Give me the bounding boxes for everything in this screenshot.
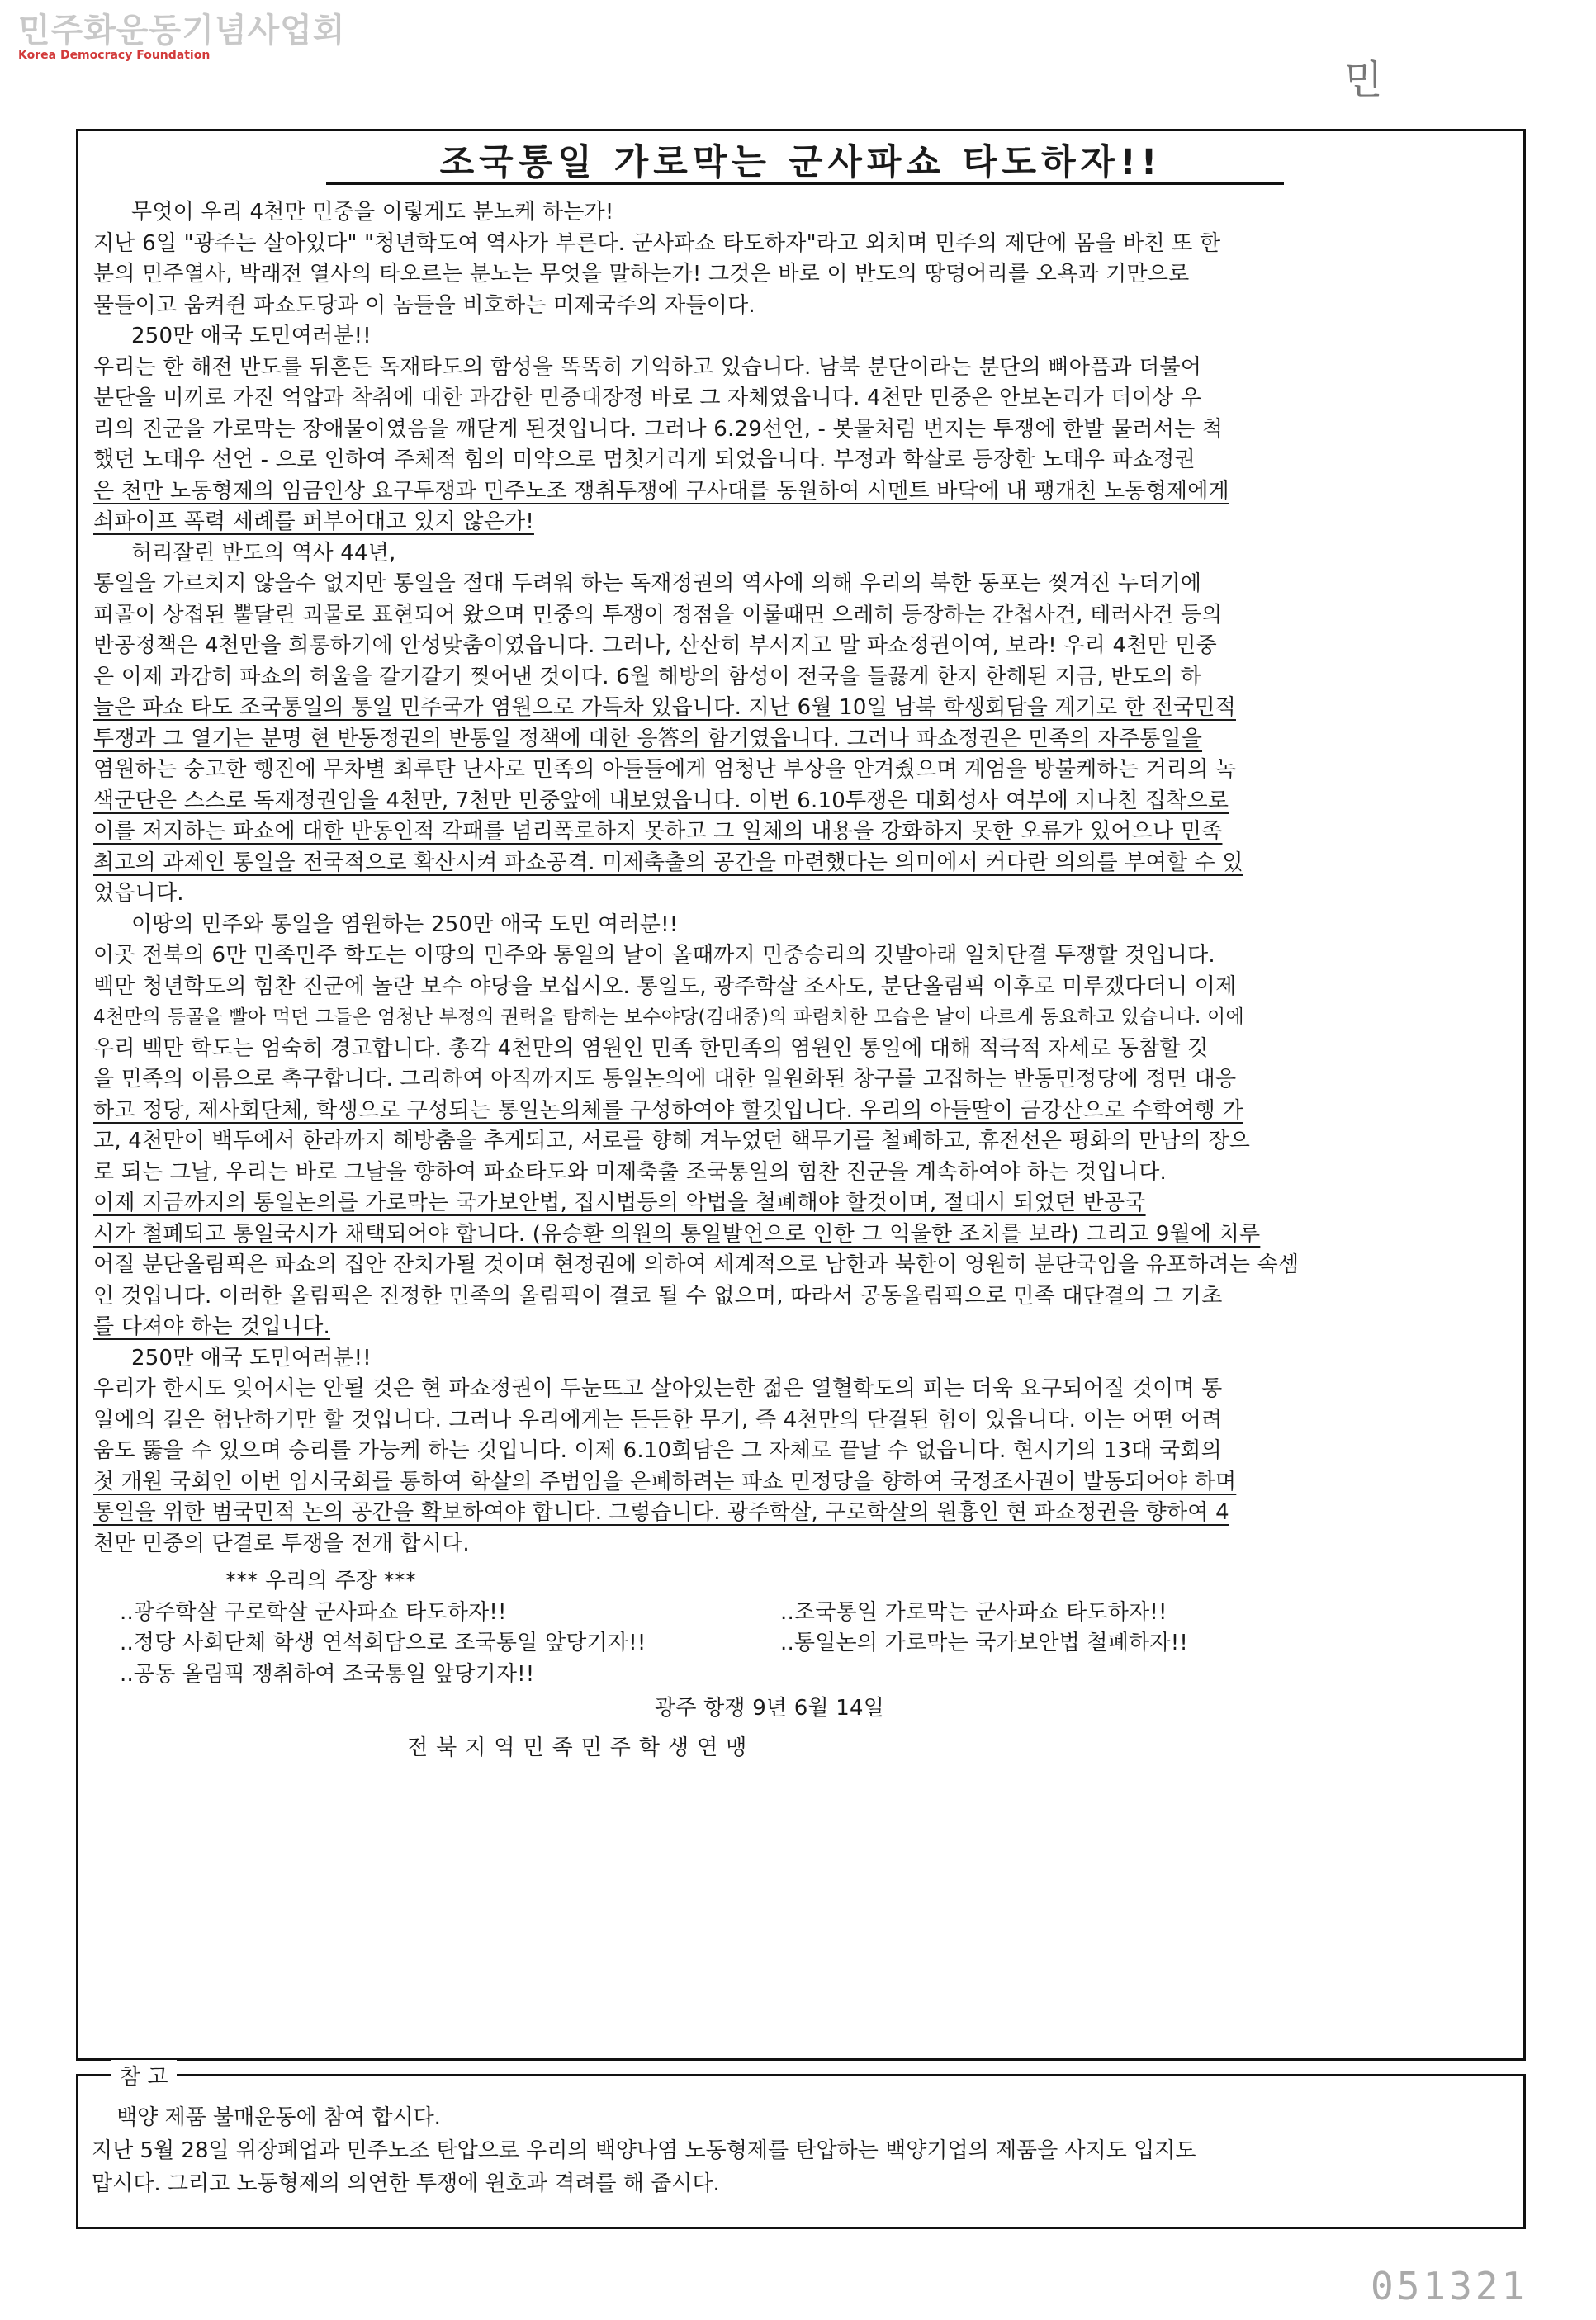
- slogan: ..광주학살 구로학살 군사파쇼 타도하자!!: [120, 1599, 507, 1625]
- document-title: 조국통일 가로막는 군사파쇼 타도하자!!: [439, 142, 1163, 183]
- body-line: 늘은 파쇼 타도 조국통일의 통일 민주국가 염원으로 가득차 있읍니다. 지난 6월 10일 남북 학생회담을 계기로 한 전국민적: [93, 695, 1236, 720]
- body-line: 일에의 길은 험난하기만 할 것입니다. 그러나 우리에게는 든든한 무기, 즉 4천만의 단결된 힘이 있읍니다. 이는 어떤 어려: [93, 1407, 1223, 1432]
- body-line: 를 다져야 하는 것입니다.: [93, 1314, 331, 1339]
- logo-korean: 민주화운동기념사업회: [18, 12, 346, 50]
- body-line: 통일을 위한 범국민적 논의 공간을 확보하여야 합니다. 그렇습니다. 광주학살, 구로학살의 원흉인 현 파쇼정권을 향하여 4: [93, 1500, 1229, 1525]
- slogan-row: [93, 1660, 1513, 1691]
- body-line: 최고의 과제인 통일을 전국적으로 확산시켜 파쇼공격. 미제축출의 공간을 마련했다는 의미에서 커다란 의의를 부여할 수 있: [93, 850, 1243, 875]
- body-line: 피골이 상접된 뿔달린 괴물로 표현되어 왔으며 민중의 투쟁이 정점을 이룰때면 으레히 등장하는 간첩사건, 테러사건 등의: [93, 602, 1223, 627]
- body-line: 은 이제 과감히 파쇼의 허울을 갈기갈기 찢어낸 것이다. 6월 해방의 함성이 전국을 들끓게 한지 한해된 지금, 반도의 하: [93, 664, 1202, 689]
- body-line: 이를 저지하는 파쇼에 대한 반동인적 각패를 넘리폭로하지 못하고 그 일체의 내용을 강화하지 못한 오류가 있어으나 민족: [93, 819, 1223, 844]
- section-heading: 이땅의 민주와 통일을 염원하는 250만 애국 도민 여러분!!: [131, 911, 679, 937]
- body-line: 리의 진군을 가로막는 장애물이였음을 깨닫게 된것입니다. 그러나 6.29선언, - 봇물처럼 번지는 투쟁에 한발 물러서는 척: [93, 416, 1224, 442]
- body-line: 쇠파이프 폭력 세례를 퍼부어대고 있지 않은가!: [93, 509, 534, 534]
- body-line: 분단을 미끼로 가진 억압과 착취에 대한 과감한 민중대장정 바로 그 자체였읍니다. 4천만 민중은 안보논리가 더이상 우: [93, 386, 1202, 410]
- body-line: 투쟁과 그 열기는 분명 현 반동정권의 반통일 정책에 대한 응答의 함거였읍니다. 그러나 파쇼정권은 민족의 자주통일을: [93, 726, 1203, 751]
- note-body: [92, 2101, 1512, 2200]
- body-line: 우리는 한 해전 반도를 뒤흔든 독재타도의 함성을 똑똑히 기억하고 있습니다. 남북 분단이라는 분단의 뼈아픔과 더불어: [93, 354, 1202, 380]
- slogan: ..통일논의 가로막는 국가보안법 철폐하자!!: [780, 1631, 1188, 1655]
- body-line: 인 것입니다. 이러한 올림픽은 진정한 민족의 올림픽이 결코 될 수 없으며, 따라서 공동올림픽으로 민족 대단결의 그 기초: [93, 1283, 1223, 1309]
- body-line: 움도 뚫을 수 있으며 승리를 가능케 하는 것입니다. 이제 6.10회담은 그 자체로 끝날 수 없읍니다. 현시기의 13대 국회의: [93, 1438, 1222, 1463]
- body-line: 었읍니다.: [93, 881, 184, 906]
- issue-date: 광주 항쟁 9년 6월 14일: [655, 1696, 885, 1721]
- section-heading: 250만 애국 도민여러분!!: [131, 1345, 372, 1371]
- body-line: 이곳 전북의 6만 민족민주 학도는 이땅의 민주와 통일의 날이 올때까지 민중승리의 깃발아래 일치단결 투쟁할 것입니다.: [93, 943, 1215, 968]
- body-line: 지난 6일 "광주는 살아있다" "청년학도여 역사가 부른다. 군사파쇼 타도하자"라고 외치며 민주의 제단에 몸을 바친 또 한: [93, 230, 1221, 256]
- title-underline: [326, 182, 1284, 185]
- slogan-row: [93, 1628, 1513, 1660]
- note-label: 참 고: [111, 2060, 177, 2090]
- body-line: 색군단은 스스로 독재정권임을 4천만, 7천만 민중앞에 내보였읍니다. 이번 6.10투쟁은 대회성사 여부에 지나친 집착으로: [93, 788, 1229, 813]
- body-line: 4천만의 등골을 빨아 먹던 그들은 엄청난 부정의 권력을 탐하는 보수야당(김대중)의 파렴치한 모습은 날이 다르게 동요하고 있습니다. 이에: [93, 1006, 1244, 1028]
- body-line: 반공정책은 4천만을 희롱하기에 안성맞춤이였읍니다. 그러나, 산산히 부서지고 말 파쇼정권이여, 보라! 우리 4천만 민중: [93, 633, 1217, 658]
- note-line: 맙시다. 그리고 노동형제의 의연한 투쟁에 원호과 격려를 해 줍시다.: [92, 2171, 720, 2196]
- body-line: 은 천만 노동형제의 임금인상 요구투쟁과 민주노조 쟁취투쟁에 구사대를 동원하여 시멘트 바닥에 내 팽개친 노동형제에게: [93, 478, 1229, 504]
- body-line: 무엇이 우리 4천만 민중을 이렇게도 분노케 하는가!: [131, 200, 614, 225]
- body-line: 분의 민주열사, 박래전 열사의 타오르는 분노는 무엇을 말하는가! 그것은 바로 이 반도의 땅덩어리를 오욕과 기만으로: [93, 262, 1190, 286]
- body-line: 을 민족의 이름으로 촉구합니다. 그리하여 아직까지도 통일논의에 대한 일원화된 창구를 고집하는 반동민정당에 정면 대응: [93, 1067, 1237, 1091]
- slogan: ..공동 올림픽 쟁취하여 조국통일 앞당기자!!: [120, 1661, 535, 1687]
- slogan: ..조국통일 가로막는 군사파쇼 타도하자!!: [780, 1599, 1167, 1625]
- body-line: 첫 개원 국회인 이번 임시국회를 통하여 학살의 주범임을 은폐하려는 파쇼 민정당을 향하여 국정조사권이 발동되어야 하며: [93, 1469, 1237, 1494]
- leaflet-frame: [76, 129, 1526, 2061]
- body-line: 이제 지금까지의 통일논의를 가로막는 국가보안법, 집시법등의 악법을 철폐해야 할것이며, 절대시 되었던 반공국: [93, 1191, 1146, 1215]
- body-line: 시가 철폐되고 통일국시가 채택되어야 합니다. (유승환 의원의 통일발언으로 인한 그 억울한 조치를 보라) 그리고 9월에 치루: [93, 1221, 1261, 1247]
- body-line: 우리 백만 학도는 엄숙히 경고합니다. 총각 4천만의 염원인 민족 한민족의 염원인 통일에 대해 적극적 자세로 동참할 것: [93, 1035, 1209, 1061]
- slogan-row: [93, 1598, 1513, 1629]
- archive-number: 051321: [1371, 2264, 1528, 2308]
- slogans-heading: *** 우리의 주장 ***: [225, 1569, 417, 1593]
- body-line: 통일을 가르치지 않을수 없지만 통일을 절대 두려워 하는 독재정권의 역사에 의해 우리의 북한 동포는 찢겨진 누더기에: [93, 571, 1202, 596]
- logo-english: Korea Democracy Foundation: [18, 49, 211, 62]
- note-line: 지난 5월 28일 위장폐업과 민주노조 탄압으로 우리의 백양나염 노동형제를 탄압하는 백양기업의 제품을 사지도 입지도: [92, 2138, 1196, 2163]
- leaflet-body: [93, 197, 1513, 1764]
- body-line: 우리가 한시도 잊어서는 안될 것은 현 파쇼정권이 두눈뜨고 살아있는한 젊은 열혈학도의 피는 더욱 요구되어질 것이며 통: [93, 1376, 1223, 1401]
- handwritten-mark: 민: [1344, 57, 1383, 103]
- section-heading: 250만 애국 도민여러분!!: [131, 324, 372, 348]
- section-heading: 허리잘린 반도의 역사 44년,: [131, 540, 396, 566]
- body-line: 물들이고 움켜쥔 파쇼도당과 이 놈들을 비호하는 미제국주의 자들이다.: [93, 292, 755, 318]
- foundation-logo: [18, 12, 345, 63]
- body-line: 하고 정당, 제사회단체, 학생으로 구성되는 통일논의체를 구성하여야 할것입니다. 우리의 아들딸이 금강산으로 수학여행 가: [93, 1097, 1243, 1123]
- reference-note-box: [76, 2065, 1526, 2229]
- issuing-organization: 전북지역민족민주학생연맹: [407, 1735, 755, 1760]
- body-line: 염원하는 숭고한 행진에 무차별 최루탄 난사로 민족의 아들들에게 엄청난 부상을 안겨줬으며 계엄을 방불케하는 거리의 녹: [93, 757, 1237, 782]
- note-line: 백양 제품 불매운동에 참여 합시다.: [116, 2105, 441, 2130]
- body-line: 천만 민중의 단결로 투쟁을 전개 합시다.: [93, 1531, 470, 1556]
- body-line: 고, 4천만이 백두에서 한라까지 해방춤을 추게되고, 서로를 향해 겨누었던 핵무기를 철폐하고, 휴전선은 평화의 만남의 장으: [93, 1129, 1251, 1153]
- body-line: 백만 청년학도의 힘찬 진군에 놀란 보수 야당을 보십시오. 통일도, 광주학살 조사도, 분단올림픽 이후로 미루겠다더니 이제: [93, 973, 1237, 999]
- body-line: 로 되는 그날, 우리는 바로 그날을 향하여 파쇼타도와 미제축출 조국통일의 힘찬 진군을 계속하여야 하는 것입니다.: [93, 1159, 1167, 1185]
- body-line: 어질 분단올림픽은 파쇼의 집안 잔치가될 것이며 현정권에 의하여 세계적으로 남한과 북한이 영원히 분단국임을 유포하려는 속셈: [93, 1252, 1300, 1277]
- body-line: 했던 노태우 선언 - 으로 인하여 주체적 힘의 미약으로 멈칫거리게 되었읍니다. 부정과 학살로 등장한 노태우 파쇼정권: [93, 447, 1196, 472]
- slogan: ..정당 사회단체 학생 연석회담으로 조국통일 앞당기자!!: [120, 1631, 646, 1655]
